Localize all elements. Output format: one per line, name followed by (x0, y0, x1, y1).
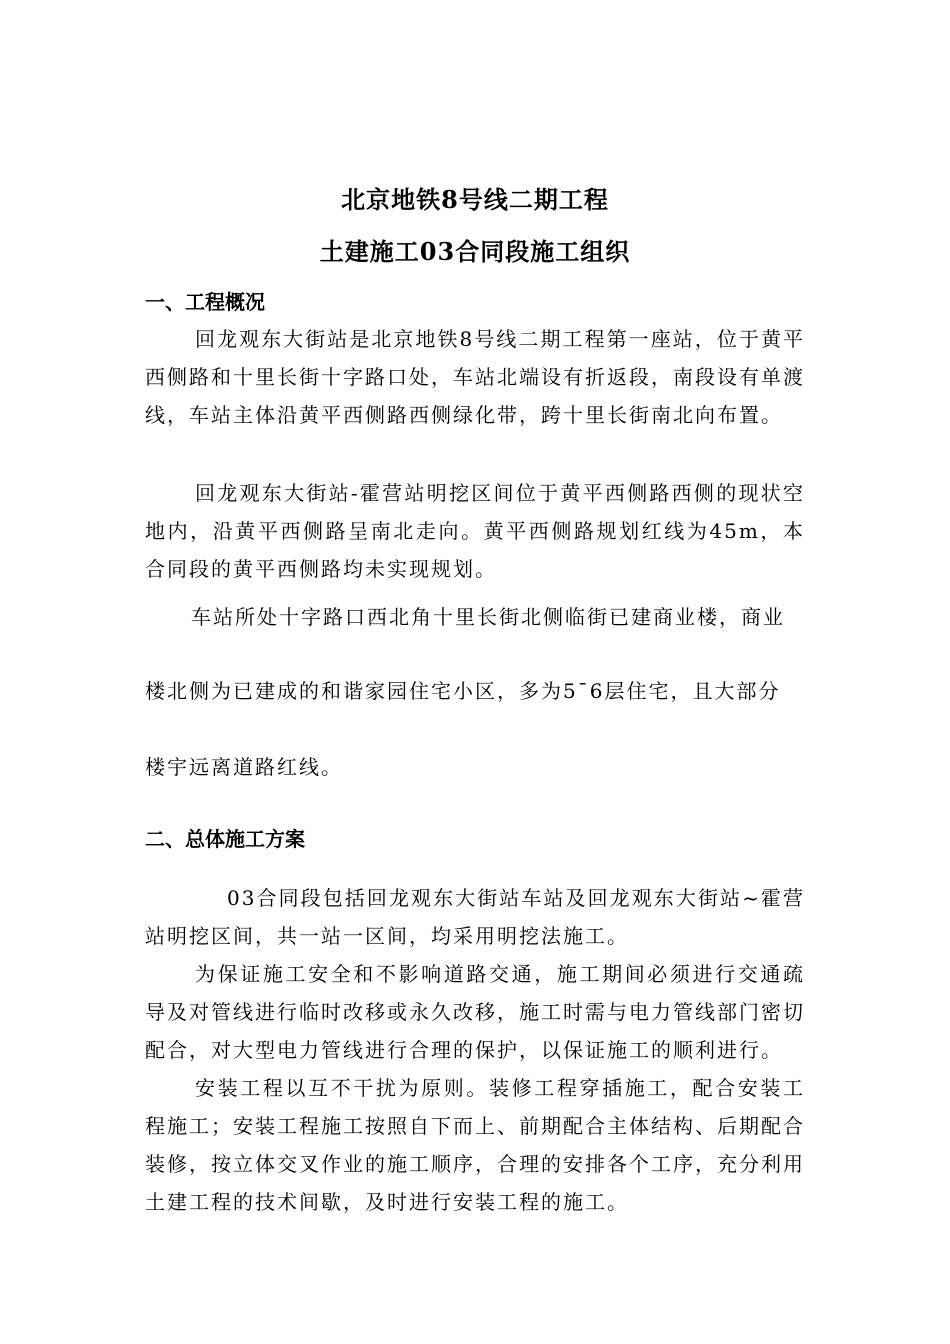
document-title-line1: 北京地铁8号线二期工程 (341, 185, 609, 214)
section1-heading: 一、工程概况 (145, 290, 265, 314)
document-title-line2: 土建施工03合同段施工组织 (319, 237, 631, 266)
section1-paragraph-1: 回龙观东大街站是北京地铁8号线二期工程第一座站，位于黄平西侧路和十里长街十字路口处，车站北端设有折返段，南段设有单渡线，车站主体沿黄平西侧路西侧绿化带，跨十里长街南北向布置。 (145, 327, 805, 427)
section2-paragraph-1: 03合同段包括回龙观东大街站车站及回龙观东大街站~霍营站明挖区间，共一站一区间，均采用明挖法施工。 (145, 886, 805, 948)
section2-paragraph-2: 为保证施工安全和不影响道路交通，施工期间必须进行交通疏导及对管线进行临时改移或永久改移，施工时需与电力管线部门密切配合，对大型电力管线进行合理的保护，以保证施工的顺利进行。 (145, 962, 805, 1062)
section1-paragraph-3-line3: 楼宇远离道路红线。 (145, 755, 343, 779)
section1-paragraph-2: 回龙观东大街站-霍营站明挖区间位于黄平西侧路西侧的现状空地内，沿黄平西侧路呈南北走向。黄平西侧路规划红线为45m，本合同段的黄平西侧路均未实现规划。 (145, 481, 805, 581)
section1-paragraph-3-line1: 车站所处十字路口西北角十里长街北侧临街已建商业楼，商业 (191, 605, 785, 629)
section2-paragraph-3: 安装工程以互不干扰为原则。装修工程穿插施工，配合安装工程施工；安装工程施工按照自下而上、前期配合主体结构、后期配合装修，按立体交叉作业的施工顺序，合理的安排各个工序，充分利用土建工程的技术间歇，及时进行安装工程的施工。 (145, 1076, 805, 1214)
section1-paragraph-3-line2: 楼北侧为已建成的和谐家园住宅小区，多为5¯6层住宅，且大部分 (145, 679, 781, 703)
section2-heading: 二、总体施工方案 (145, 827, 305, 851)
